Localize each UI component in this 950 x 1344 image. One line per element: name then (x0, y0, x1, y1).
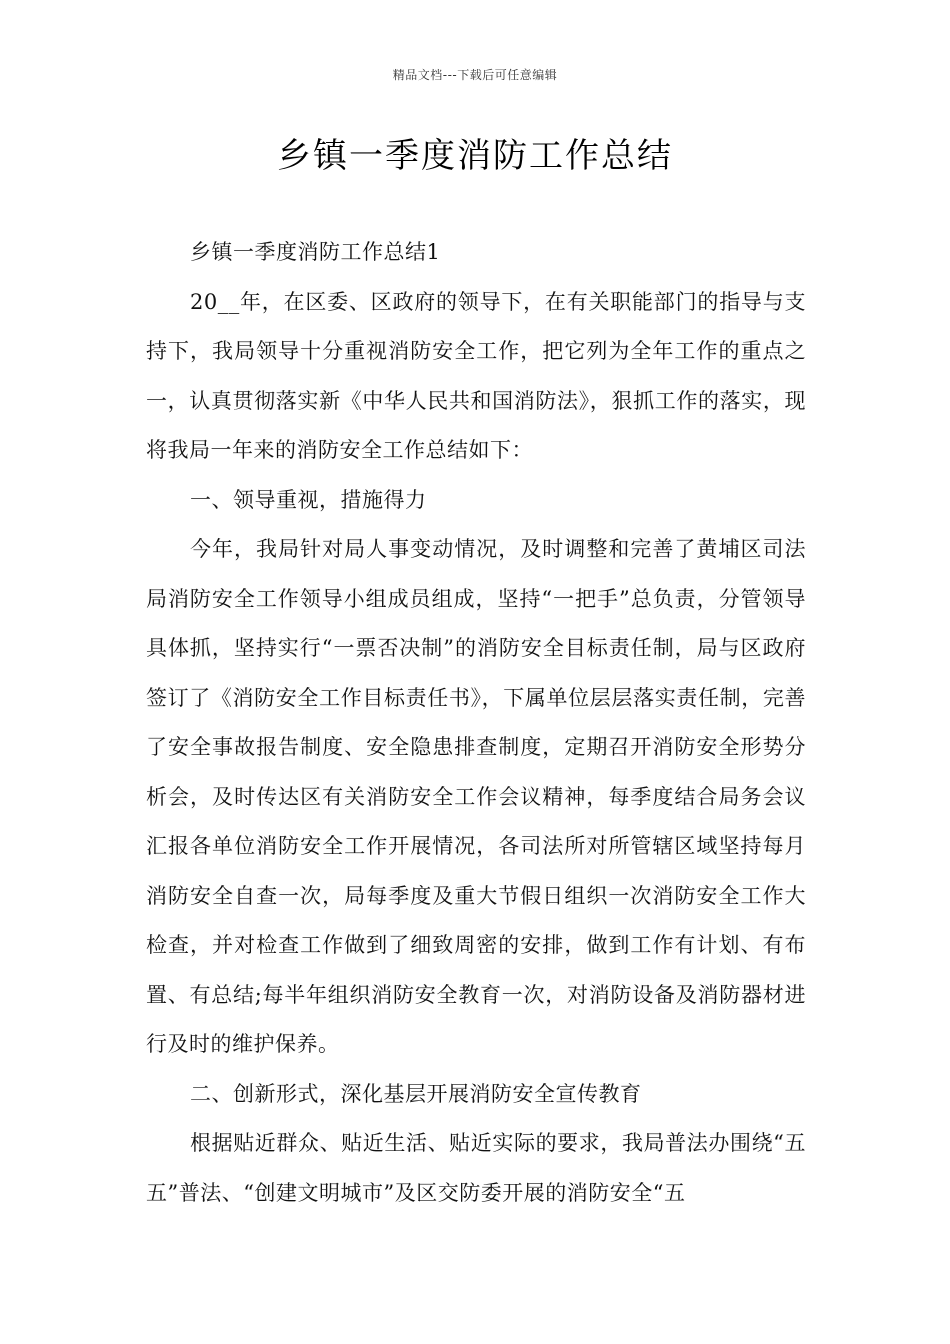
section-heading-2: 二、创新形式，深化基层开展消防安全宣传教育 (190, 1081, 642, 1106)
document-title: 乡镇一季度消防工作总结 (277, 136, 673, 176)
paragraph-section-2: 根据贴近群众、贴近生活、贴近实际的要求，我局普法办围绕“五五”普法、“创建文明城市”及区交防委开展的消防安全“五 (146, 1131, 806, 1205)
paragraph-subtitle: 乡镇一季度消防工作总结1 (190, 240, 441, 264)
document-body (146, 228, 806, 1218)
header-note: 精品文档---下载后可任意编辑 (392, 68, 558, 82)
paragraph-intro: 20__年，在区委、区政府的领导下，在有关职能部门的指导与支持下，我局领导十分重视消防安全工作，把它列为全年工作的重点之一，认真贯彻落实新《中华人民共和国消防法》，狠抓工作的落实，现将我局一年来的消防安全工作总结如下： (146, 289, 806, 462)
section-heading-1: 一、领导重视，措施得力 (190, 487, 427, 512)
paragraph-section-1: 今年，我局针对局人事变动情况，及时调整和完善了黄埔区司法局消防安全工作领导小组成员组成，坚持“一把手”总负责，分管领导具体抓，坚持实行“一票否决制”的消防安全目标责任制，局与区政府签订了《消防安全工作目标责任书》，下属单位层层落实责任制，完善了安全事故报告制度、安全隐患排查制度，定期召开消防安全形势分析会，及时传达区有关消防安全工作会议精神，每季度结合局务会议汇报各单位消防安全工作开展情况，各司法所对所管辖区域坚持每月消防安全自查一次，局每季度及重大节假日组织一次消防安全工作大检查，并对检查工作做到了细致周密的安排，做到工作有计划、有布置、有总结;每半年组织消防安全教育一次，对消防设备及消防器材进行及时的维护保养。 (146, 537, 806, 1056)
